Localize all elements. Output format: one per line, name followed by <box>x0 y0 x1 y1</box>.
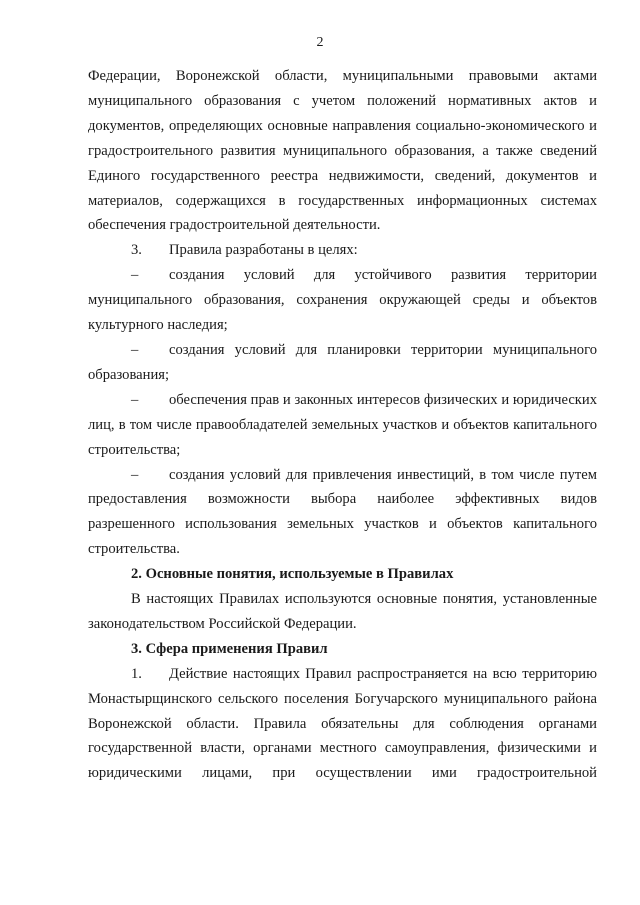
section-heading-3: 3. Сфера применения Правил <box>131 640 328 657</box>
item-text: Действие настоящих Правил распространяется на всю территорию Монастырщинского сельского поселения Богучарского муниципального района Воронежской области. Правила обязательны для соблюдения органами государственной власти, органами местного самоуправления, физическими и юридическими лицами, при осуществлении ими градостроительной <box>88 665 597 782</box>
paragraph-continuation: Федерации, Воронежской области, муниципальными правовыми актами муниципального образования с учетом положений нормативных актов и документов, определяющих основные направления социально-экономического и градостроительного развития муниципального образования, а также сведений Единого государственного реестра недвижимости, сведений, документов и материалов, содержащихся в государственных информационных системах обеспечения градостроительной деятельности. <box>88 68 597 234</box>
dash-item-text: обеспечения прав и законных интересов физических и юридических лиц, в том числе правообладателей земельных участков и объектов капитального строительства; <box>88 391 597 458</box>
page-number: 2 <box>316 35 324 50</box>
item-number: 3. <box>131 242 142 259</box>
dash-marker: – <box>131 267 139 284</box>
item-number: 1. <box>131 665 142 682</box>
dash-marker: – <box>131 391 139 408</box>
document-body <box>88 64 597 786</box>
section-heading-2: 2. Основные понятия, используемые в Правилах <box>131 566 454 583</box>
dash-marker: – <box>131 341 139 358</box>
dash-item-3 <box>88 388 597 463</box>
dash-item-text: создания условий для устойчивого развития территории муниципального образования, сохранения окружающей среды и объектов культурного наследия; <box>88 267 597 334</box>
paragraph-definitions: В настоящих Правилах используются основные понятия, установленные законодательством Российской Федерации. <box>88 591 597 632</box>
dash-item-2 <box>88 338 597 388</box>
paragraph-scope-1 <box>88 662 597 787</box>
dash-item-text: создания условий для привлечения инвестиций, в том числе путем предоставления возможности выбора наиболее эффективных видов разрешенного использования земельных участков и объектов капитального строительства. <box>88 466 597 558</box>
dash-item-1 <box>88 263 597 338</box>
dash-item-4 <box>88 463 597 563</box>
item-text: Правила разработаны в целях: <box>169 242 358 259</box>
dash-item-text: создания условий для планировки территории муниципального образования; <box>88 341 597 383</box>
paragraph-item-3 <box>88 238 597 263</box>
dash-marker: – <box>131 466 139 483</box>
